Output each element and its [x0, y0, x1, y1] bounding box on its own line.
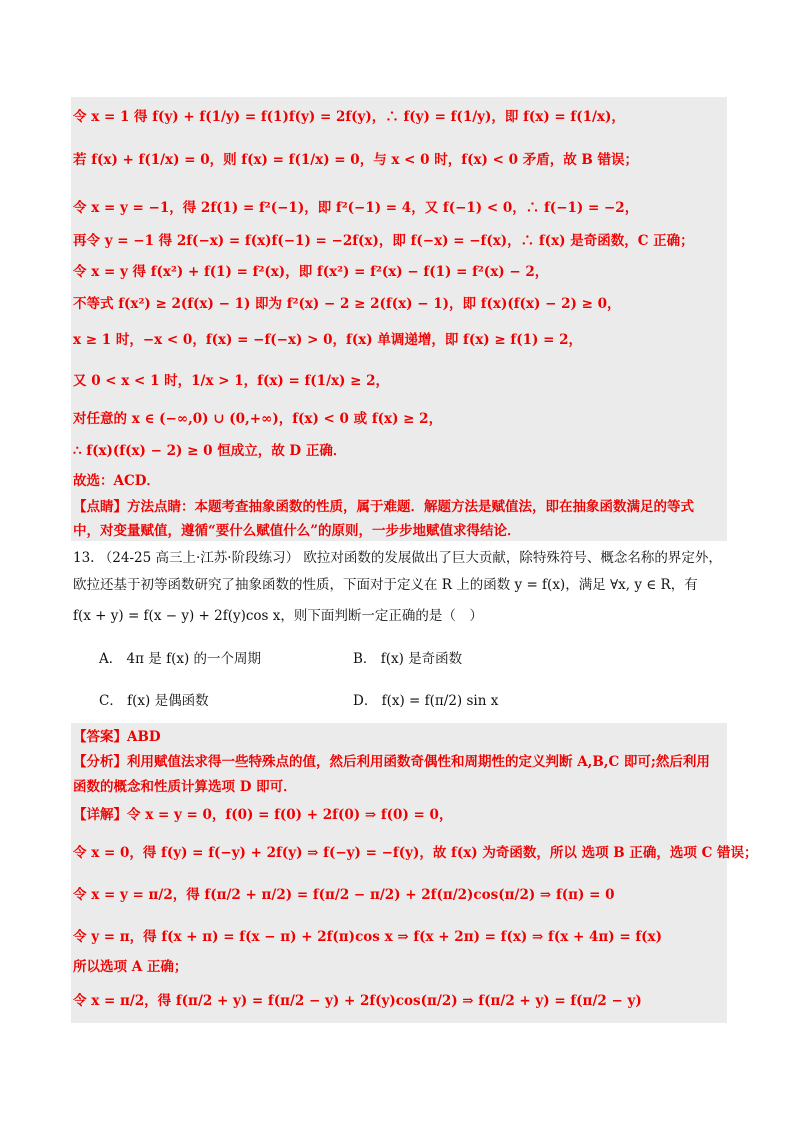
solution-line-4: 再令 y = −1 得 2f(−x) = f(x)f(−1) = −2f(x)，即 f(−x) = −f(x)，∴ f(x) 是奇函数，C 正确； — [73, 233, 694, 249]
solution-line-5: 令 x = y 得 f(x²) + f(1) = f²(x)，即 f(x²) = f²(x) − f(1) = f²(x) − 2， — [73, 264, 549, 280]
solution-line-2: 若 f(x) + f(1/x) = 0，则 f(x) = f(1/x) = 0，与 x < 0 时，f(x) < 0 矛盾，故 B 错误； — [73, 152, 639, 168]
option-b — [353, 647, 462, 667]
detail-line-5: 所以选项 A 正确； — [73, 959, 188, 975]
option-c — [99, 689, 209, 709]
solution-line-8: 又 0 < x < 1 时，1/x > 1，f(x) = f(1/x) ≥ 2， — [73, 373, 390, 389]
detail-line-2: 令 x = 0，得 f(y) = f(−y) + 2f(y) ⇒ f(−y) = −f(y)，故 f(x) 为奇函数，所以 选项 B 正确，选项 C 错误； — [73, 845, 758, 861]
option-c-text: f(x) 是偶函数 — [127, 693, 209, 709]
solution-line-7: x ≥ 1 时，−x < 0，f(x) = −f(−x) > 0，f(x) 单调递增，即 f(x) ≥ f(1) = 2， — [73, 332, 582, 348]
question-stem-line-2: 欧拉还基于初等函数研究了抽象函数的性质，下面对于定义在 R 上的函数 y = f(x)，满足 ∀x, y ∈ R，有 — [73, 577, 698, 593]
solution-line-10: ∴ f(x)(f(x) − 2) ≥ 0 恒成立，故 D 正确． — [73, 443, 347, 459]
option-d-label: D． — [353, 693, 378, 709]
solution-line-9: 对任意的 x ∈ (−∞,0) ∪ (0,+∞)，f(x) < 0 或 f(x) ≥ 2， — [73, 411, 443, 427]
comment-line-2: 中，对变量赋值，遵循“要什么赋值什么”的原则，一步步地赋值求得结论． — [73, 523, 521, 539]
analysis-line-1: 【分析】利用赋值法求得一些特殊点的值，然后利用函数奇偶性和周期性的定义判断 A,B,C 即可;然后利用 — [73, 754, 710, 770]
detail-line-6: 令 x = π/2，得 f(π/2 + y) = f(π/2 − y) + 2f(y)cos(π/2) ⇒ f(π/2 + y) = f(π/2 − y) — [73, 993, 642, 1009]
solution-conclusion: 故选：ACD． — [73, 473, 160, 489]
detail-line-3: 令 x = y = π/2，得 f(π/2 + π/2) = f(π/2 − π/2) + 2f(π/2)cos(π/2) ⇒ f(π) = 0 — [73, 887, 615, 903]
option-b-label: B． — [353, 651, 377, 667]
option-b-text: f(x) 是奇函数 — [380, 651, 463, 667]
question-stem-line-1: 欧拉对函数的发展做出了巨大贡献，除特殊符号、概念名称的界定外， — [303, 550, 722, 566]
option-d-text: f(x) = f(π/2) sin x — [381, 693, 499, 709]
question-source: （24-25 高三上·江苏·阶段练习） — [98, 550, 300, 566]
question-stem-line-3: f(x + y) = f(x − y) + 2f(y)cos x，则下面判断一定正确的是（ ） — [73, 608, 483, 624]
option-d — [353, 689, 498, 709]
option-c-label: C． — [99, 693, 123, 709]
solution-line-3: 令 x = y = −1，得 2f(1) = f²(−1)，即 f²(−1) = 4，又 f(−1) < 0，∴ f(−1) = −2， — [73, 200, 639, 216]
solution-line-1: 令 x = 1 得 f(y) + f(1/y) = f(1)f(y) = 2f(y)，∴ f(y) = f(1/y)，即 f(x) = f(1/x)， — [73, 109, 625, 125]
question-header — [73, 548, 722, 568]
answer-line: 【答案】ABD — [73, 729, 161, 745]
option-a-label: A． — [99, 651, 123, 667]
analysis-line-2: 函数的概念和性质计算选项 D 即可． — [73, 779, 297, 795]
detail-line-1: 【详解】令 x = y = 0，f(0) = f(0) + 2f(0) ⇒ f(0) = 0， — [73, 807, 453, 823]
solution-line-6: 不等式 f(x²) ≥ 2(f(x) − 1) 即为 f²(x) − 2 ≥ 2(f(x) − 1)，即 f(x)(f(x) − 2) ≥ 0， — [73, 296, 621, 312]
detail-line-4: 令 y = π，得 f(x + π) = f(x − π) + 2f(π)cos x ⇒ f(x + 2π) = f(x) ⇒ f(x + 4π) = f(x) — [73, 929, 662, 945]
comment-line-1: 【点睛】方法点睛：本题考查抽象函数的性质，属于难题．解题方法是赋值法，即在抽象函数满足的等式 — [73, 499, 694, 515]
option-a — [99, 647, 261, 667]
question-number: 13. — [73, 550, 95, 566]
option-a-text: 4π 是 f(x) 的一个周期 — [126, 651, 262, 667]
